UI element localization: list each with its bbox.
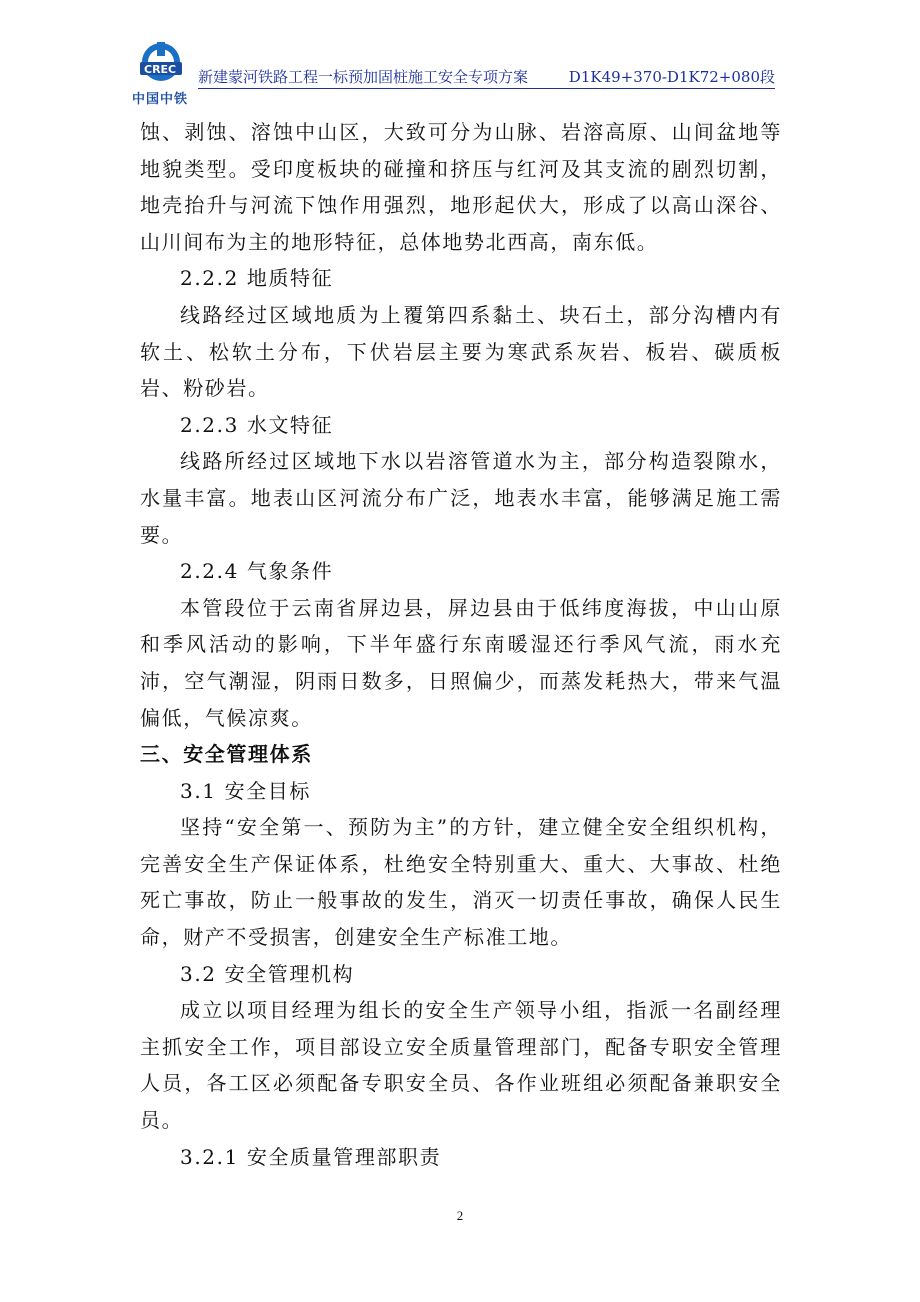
logo-text: 中国中铁: [132, 92, 189, 107]
heading-2-2-2: 2.2.2 地质特征: [180, 266, 334, 291]
paragraph-terrain: 蚀、剥蚀、溶蚀中山区，大致可分为山脉、岩溶高原、山间盆地等地貌类型。受印度板块的碰撞和挤压与红河及其支流的剧烈切割，地壳抬升与河流下蚀作用强烈，地形起伏大，形成了以高山深谷、山川间布为主的地形特征，总体地势北西高，南东低。: [140, 120, 782, 254]
paragraph-geology: 线路经过区域地质为上覆第四系黏土、块石土，部分沟槽内有软土、松软土分布，下伏岩层主要为寒武系灰岩、板岩、碳质板岩、粉砂岩。: [140, 302, 782, 401]
paragraph-climate: 本管段位于云南省屏边县，屏边县由于低纬度海拔，中山山原和季风活动的影响，下半年盛行东南暖湿还行季风气流，雨水充沛，空气潮湿，阴雨日数多，日照偏少，而蒸发耗热大，带来气温偏低，气候凉爽。: [140, 595, 782, 730]
document-body: [140, 114, 782, 1175]
paragraph-safety-goals: 坚持“安全第一、预防为主”的方针，建立健全安全组织机构，完善安全生产保证体系，杜绝安全特别重大、重大、大事故、杜绝死亡事故，防止一般事故的发生，消灭一切责任事故，确保人民生命，财产不受损害，创建安全生产标准工地。: [140, 815, 782, 950]
header-divider: [198, 88, 775, 89]
section-range: D1K49+370-D1K72+080段: [568, 68, 775, 86]
page-header: [130, 40, 775, 106]
heading-3: 三、安全管理体系: [140, 742, 313, 767]
paragraph-safety-org: 成立以项目经理为组长的安全生产领导小组，指派一名副经理主抓安全工作，项目部设立安全质量管理部门，配备专职安全管理人员，各工区必须配备专职安全员、各作业班组必须配备兼职安全员。: [140, 998, 782, 1133]
paragraph-hydrology: 线路所经过区域地下水以岩溶管道水为主，部分构造裂隙水，水量丰富。地表山区河流分布广泛，地表水丰富，能够满足施工需要。: [140, 449, 782, 547]
page-number: 2: [456, 1208, 464, 1223]
heading-3-1: 3.1 安全目标: [180, 778, 311, 803]
heading-2-2-4: 2.2.4 气象条件: [180, 559, 334, 584]
heading-2-2-3: 2.2.3 水文特征: [180, 412, 334, 437]
document-title: 新建蒙河铁路工程一标预加固桩施工安全专项方案: [198, 68, 529, 86]
heading-3-2-1: 3.2.1 安全质量管理部职责: [180, 1144, 442, 1169]
heading-3-2: 3.2 安全管理机构: [180, 961, 355, 986]
svg-text:CREC: CREC: [144, 63, 177, 76]
china-railway-logo-icon: [130, 40, 192, 106]
